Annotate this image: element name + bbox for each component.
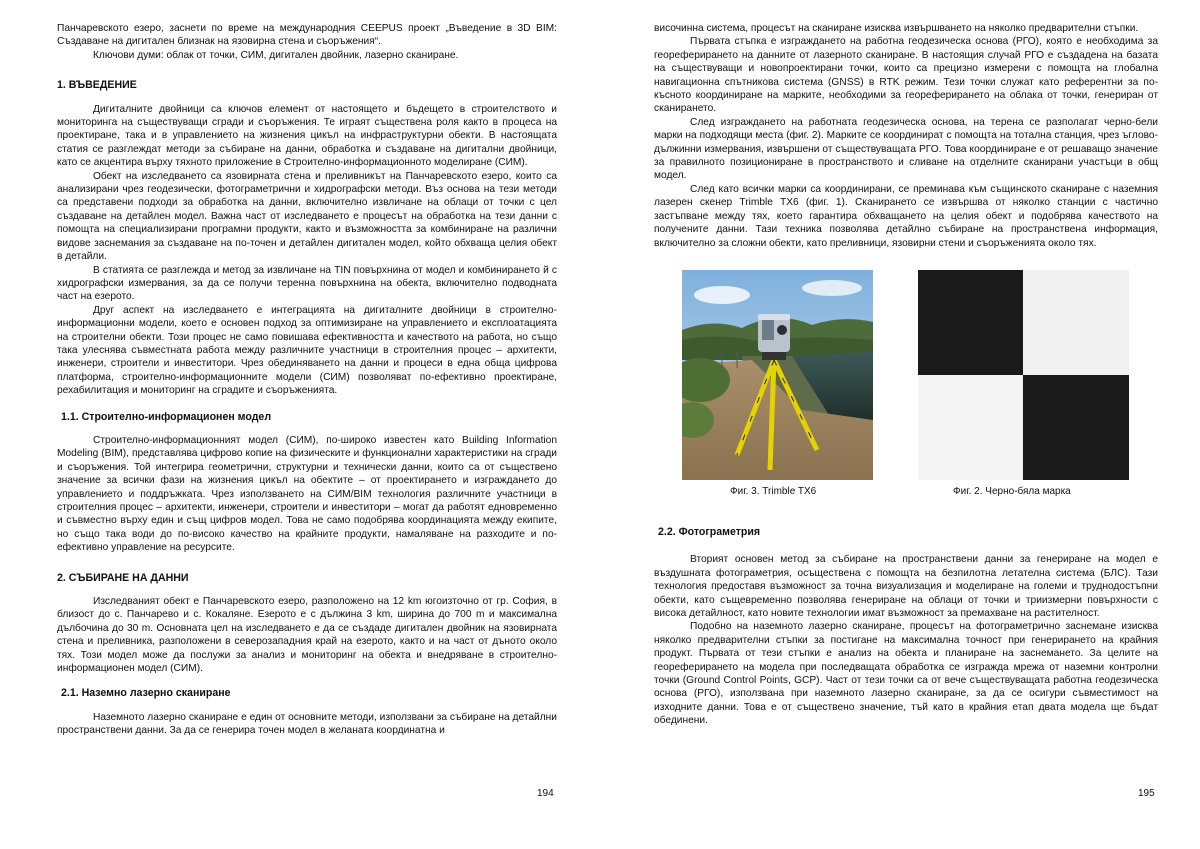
paragraph-rgo: Първата стъпка е изграждането на работна геодезическа основа (РГО), която е необходима за геореферирането на данните от лазерното сканиране. В настоящия случай РГО е създадена на базата на съществуващи и новопроектирани точки, които са прецизно измерени с помощта на глобална навигационна спътникова система (GNSS) в RTK режим. Тези точки служат като референтни за по-късното координиране на марките, необходими за геореферирането на облака от точки, генериран от сканирането.: [654, 36, 1158, 115]
section-1-heading: 1. ВЪВЕДЕНИЕ: [57, 79, 137, 92]
right-page: [600, 0, 1200, 849]
section-1-1-paragraph: Строително-информационният модел (СИМ), по-широко известен като Building Information Modeling (BIM), представлява цифрово копие на физическите и функционални характеристики на сгради и съоръжения. Той интегрира геометрични, структурни и технически данни, които са от съществено значение за всички фази на жизнения цикъл на обектите – от проектирането и изграждането до управлението и поддръжката. Чрез използването на СИМ/BIM технология различните участници в строителния процес – архитекти, инженери, строители и инвеститори – могат да работят едновременно и съвместно върху един и същ цифров модел. Това не само подобрява координацията между екипите, но също така води до по-високо качество на крайните продукти, намаляване на разходите и по-ефективно управление на ресурсите.: [57, 434, 557, 554]
section-1-1-heading: 1.1. Строително-информационен модел: [61, 410, 272, 423]
paragraph-scanning: След като всички марки са координирани, се преминава към същинското сканиране с наземния лазерен скенер Trimble TX6 (фиг. 1). Сканирането се извършва от няколко станции с частично застъпване между тях, което гарантира обхващането на целия обект и подобрява качеството на получените данни. Тази техника позволява детайлно събиране на пространствена информация, включително за сложни обекти, като преливници, язовирни стени и съоръженията около тях.: [654, 183, 1158, 249]
section-2-2-heading: 2.2. Фотограметрия: [658, 525, 761, 538]
paragraph-markers: След изграждането на работната геодезическа основа, на терена се разполагат черно-бели марки на подходящи места (фиг. 2). Марките се координират с помощта на тотална станция, чрез ъглово-дължинни измервания, извършени от съществуващата РГО. Това координиране е от решаващо значение за правилното позициониране в пространството и сливане на отделните сканирани участъци в общ модел.: [654, 116, 1158, 182]
figures-row: [654, 270, 1158, 498]
section-2-2-paragraph-1: Вторият основен метод за събиране на пространствени данни за генериране на модел е въздушната фотограметрия, осъществена с помощта на безпилотна летателна система (БЛС). Тази технология предоставя възможност за точна визуализация и моделиране на големи и труднодостъпни обекти, като същевременно позволява генериране на облаци от точки и триизмерни повърхности с висока детайлност, като новите технологии имат възможност за премахване на растителност.: [654, 554, 1158, 619]
continued-paragraph: височинна система, процесът на сканиране изисква извършването на няколко предварителни стъпки.: [654, 23, 1139, 34]
section-1-paragraph-4: Друг аспект на изследването е интеграцията на дигиталните двойници в строително-информационни модели, което е основен подход за оптимизиране на управлението и експлоатацията на строителни обекти. Този процес не само повишава ефективността и качеството на работа, но също така улеснява съвместната работа между различните участници в строителния процес – архитекти, инженери, строители и инвеститори. Чрез обединяването на данни и процеси в една обща цифрова платформа, строително-информационните модели (СИМ) позволяват по-ефективно проектиране, рехабилитация и мониторинг на сградите и съоръженията.: [57, 304, 557, 397]
black-white-target-image: [918, 270, 1129, 480]
section-2-heading: 2. СЪБИРАНЕ НА ДАННИ: [57, 571, 189, 584]
section-2-1-paragraph: Наземното лазерно сканиране е един от основните методи, използвани за събиране на детайлни пространствени данни. За да се генерира точен модел в желаната координатна и: [57, 711, 557, 737]
keywords: Ключови думи: облак от точки, СИМ, дигитален двойник, лазерно сканиране.: [93, 49, 459, 61]
left-column: [57, 22, 557, 738]
page-number-left: 194: [537, 788, 554, 799]
page-number-right: 195: [1138, 788, 1155, 799]
right-column: [654, 22, 1158, 728]
fig2-caption: Фиг. 2. Черно-бяла марка: [953, 485, 1071, 497]
section-1-paragraph-2: Обект на изследването са язовирната стена и преливникът на Панчаревското езеро, които са анализирани чрез геодезически, фотограметрични и хидрографски методи. Въз основа на тези методи са представени подходи за обработка на данни, включително извличане на облаци от точки с цел създаване на детайлен модел. Важна част от изследването е процесът на обработка на тези данни с помощта на специализирани програмни продукти, както и възможността за комбиниране на различни видове заснемания за създаване на по-точен и детайлен дигитален модел, който обхваща целия обект в детайли.: [57, 170, 557, 263]
section-1-paragraph-1: Дигиталните двойници са ключов елемент от настоящето и бъдещето в строителството и мониторинга на съществуващи сгради и съоръжения. Те играят съществена роля както в процеса на проектиране, така и в управлението на жизнения цикъл на инфраструктурни обекти. В настоящата статия се разглеждат методи за събиране на данни, обработка и създаване на дигитални двойници, като се акцентира върху тяхното приложение в Строително-информационното моделиране (СИМ).: [57, 103, 557, 169]
intro-tail: Панчаревското езеро, заснети по време на международния CEEPUS проект „Въведение в 3D BIM: Създаване на дигитален близнак на язовирна стена и съоръжения“.: [57, 23, 557, 48]
section-2-2-paragraph-2: Подобно на наземното лазерно сканиране, процесът на фотограметрично заснемане изисква няколко предварителни стъпки за постигане на максимална точност при генерирането на крайния продукт. Първата от тези стъпки е анализ на обекта и планиране на заснемането. За целите на геореферирането на модела при последващата обработка се изгражда мрежа от наземни контролни точки (Ground Control Points, GCP). Част от тези точки са от вече съществуващата работна геодезическа основа (РГО), използвана при наземното лазерно сканиране, за да се осигури съвместимост на изходните данни. Това е от съществено значение, тъй като в крайния етап двата модела ще бъдат обединени.: [654, 621, 1158, 727]
section-2-paragraph: Изследваният обект е Панчаревското езеро, разположено на 12 km югоизточно от гр. София, в близост до с. Панчарево и с. Кокаляне. Езерото е с дължина 3 km, ширина до 700 m и максимална дълбочина до 30 m. Основната цел на изследването е да се създаде дигитален двойник на язовирната стена и преливника, разположени в северозападния край на езерото, както и на част от дъното около тях. Този модел може да послужи за анализ и мониторинг на обекта и внедряване в строително-информационен модел (СИМ).: [57, 596, 557, 675]
section-1-paragraph-3: В статията се разглежда и метод за извличане на TIN повърхнина от модел и комбинирането й с хидрографски измервания, за да се получи теренна повърхнина на обекта, включително подводната част на езерото.: [57, 264, 557, 303]
fig3-caption: Фиг. 3. Trimble TX6: [730, 485, 817, 497]
section-2-1-heading: 2.1. Наземно лазерно сканиране: [61, 687, 231, 700]
trimble-tx6-photo: [682, 270, 873, 480]
